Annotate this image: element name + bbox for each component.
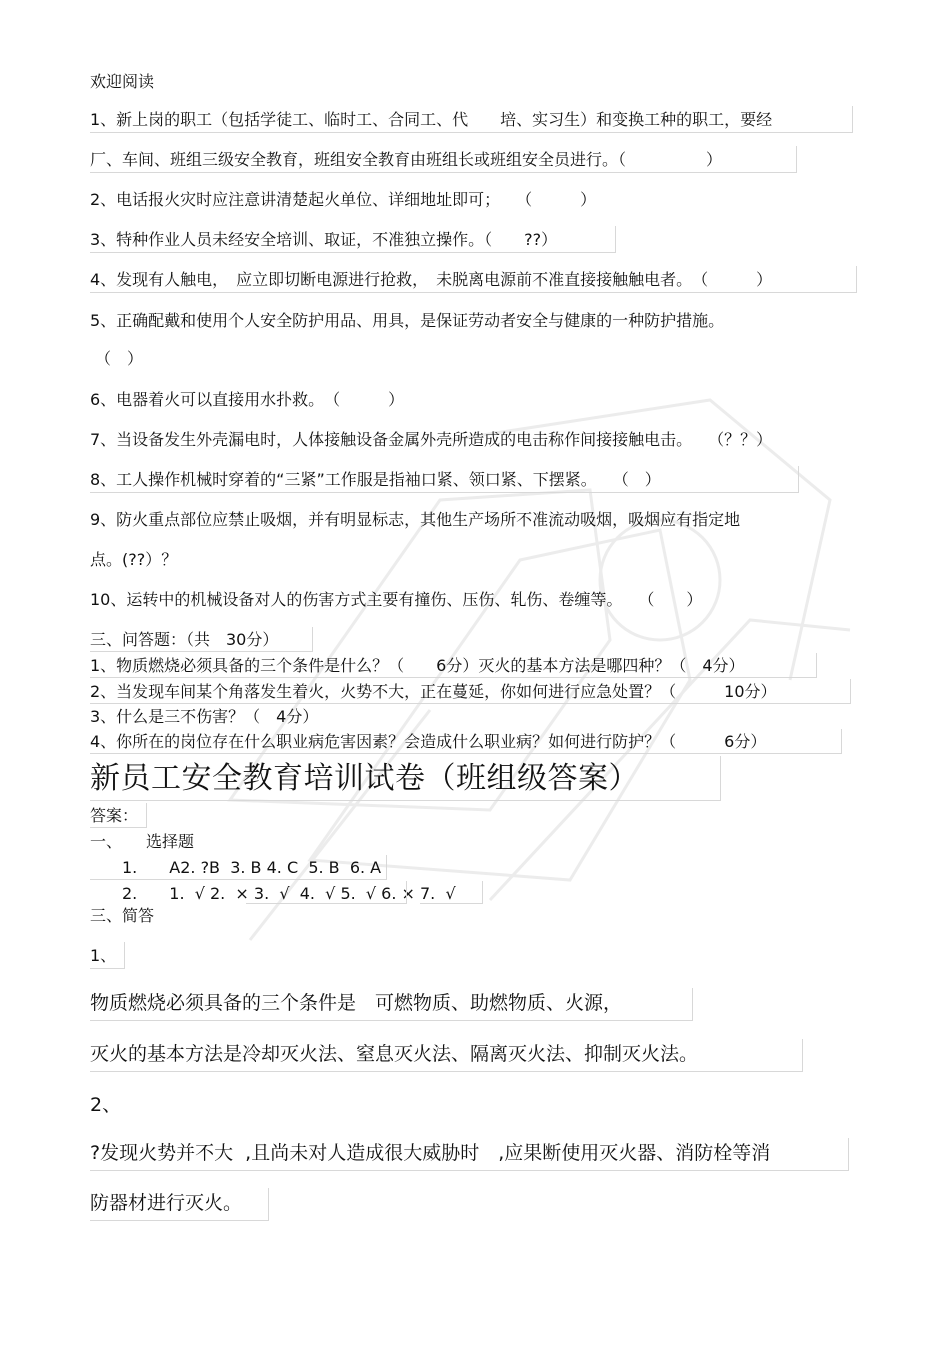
answer2-line1: ?发现火势并不大 ,且尚未对人造成很大威胁时 ,应果断使用灭火器、消防栓等消: [90, 1142, 771, 1164]
judgement-q5-line2: （ ）: [95, 349, 144, 368]
answer2-line2: 防器材进行灭火。: [90, 1192, 243, 1214]
judgement-q8: 8、工人操作机械时穿着的“三紧”工作服是指袖口紧、领口紧、下摆紧。 （ ）: [90, 470, 661, 489]
judgement-q7: 7、当设备发生外壳漏电时，人体接触设备金属外壳所造成的电击称作间接接触电击。 （？？）: [90, 430, 773, 449]
judgement-q4: 4、发现有人触电， 应立即切断电源进行抢救， 未脱离电源前不准直接接触触电者。 （ ）: [90, 270, 773, 289]
judgement-q9-line2: 点。(??）？: [90, 550, 178, 569]
qa-q1: 1、物质燃烧必须具备的三个条件是什么？（ 6分）灭火的基本方法是哪四种？（ 4分）: [90, 656, 745, 675]
answer-row-judgement: 2. 1. √ 2. × 3. √ 4. √ 5. √ 6. × 7. √: [122, 884, 456, 903]
judgement-q10: 10、运转中的机械设备对人的伤害方式主要有撞伤、压伤、轧伤、卷缠等。 （ ）: [90, 590, 703, 609]
qa-q4: 4、你所在的岗位存在什么职业病危害因素？会造成什么职业病？如何进行防护？（ 6分）: [90, 732, 767, 751]
judgement-q1-line2: 厂、车间、班组三级安全教育，班组安全教育由班组长或班组安全员进行。（ ）: [90, 150, 723, 169]
judgement-q3: 3、特种作业人员未经安全培训、取证，不准独立操作。（ ??）: [90, 230, 558, 249]
judgement-q9-line1: 9、防火重点部位应禁止吸烟，并有明显标志，其他生产场所不准流动吸烟，吸烟应有指定地: [90, 510, 741, 529]
welcome-text: 欢迎阅读: [90, 72, 155, 91]
qa-heading: 三、问答题：（共 30分）: [90, 630, 279, 649]
judgement-q1-line1: 1、新上岗的职工（包括学徒工、临时工、合同工、代 培、实习生）和变换工种的职工，要经: [90, 110, 773, 129]
page-title: 新员工安全教育培训试卷（班组级答案）: [90, 761, 639, 796]
answer-label: 答案：: [90, 806, 139, 825]
qa-q2: 2、当发现车间某个角落发生着火，火势不大，正在蔓延，你如何进行应急处置？（ 10分）: [90, 682, 777, 701]
judgement-q6: 6、电器着火可以直接用水扑救。 （ ）: [90, 390, 405, 409]
answer1-line2: 灭火的基本方法是冷却灭火法、窒息灭火法、隔离灭火法、抑制灭火法。: [90, 1043, 699, 1065]
answer-section-choice: 一、 选择题: [90, 832, 195, 851]
judgement-q5-line1: 5、正确配戴和使用个人安全防护用品、用具，是保证劳动者安全与健康的一种防护措施。: [90, 311, 725, 330]
judgement-q2: 2、电话报火灾时应注意讲清楚起火单位、详细地址即可； （ ）: [90, 190, 597, 209]
answer-section-short: 三、简答: [90, 906, 155, 925]
qa-q3: 3、什么是三不伤害？（ 4分）: [90, 707, 319, 726]
answer1-number: 1、: [90, 946, 117, 965]
answer-row-choice: 1. A2. ?B 3. B 4. C 5. B 6. A: [122, 858, 382, 877]
answer2-number: 2、: [90, 1094, 122, 1116]
answer1-line1: 物质燃烧必须具备的三个条件是 可燃物质、助燃物质、火源，: [90, 992, 623, 1014]
